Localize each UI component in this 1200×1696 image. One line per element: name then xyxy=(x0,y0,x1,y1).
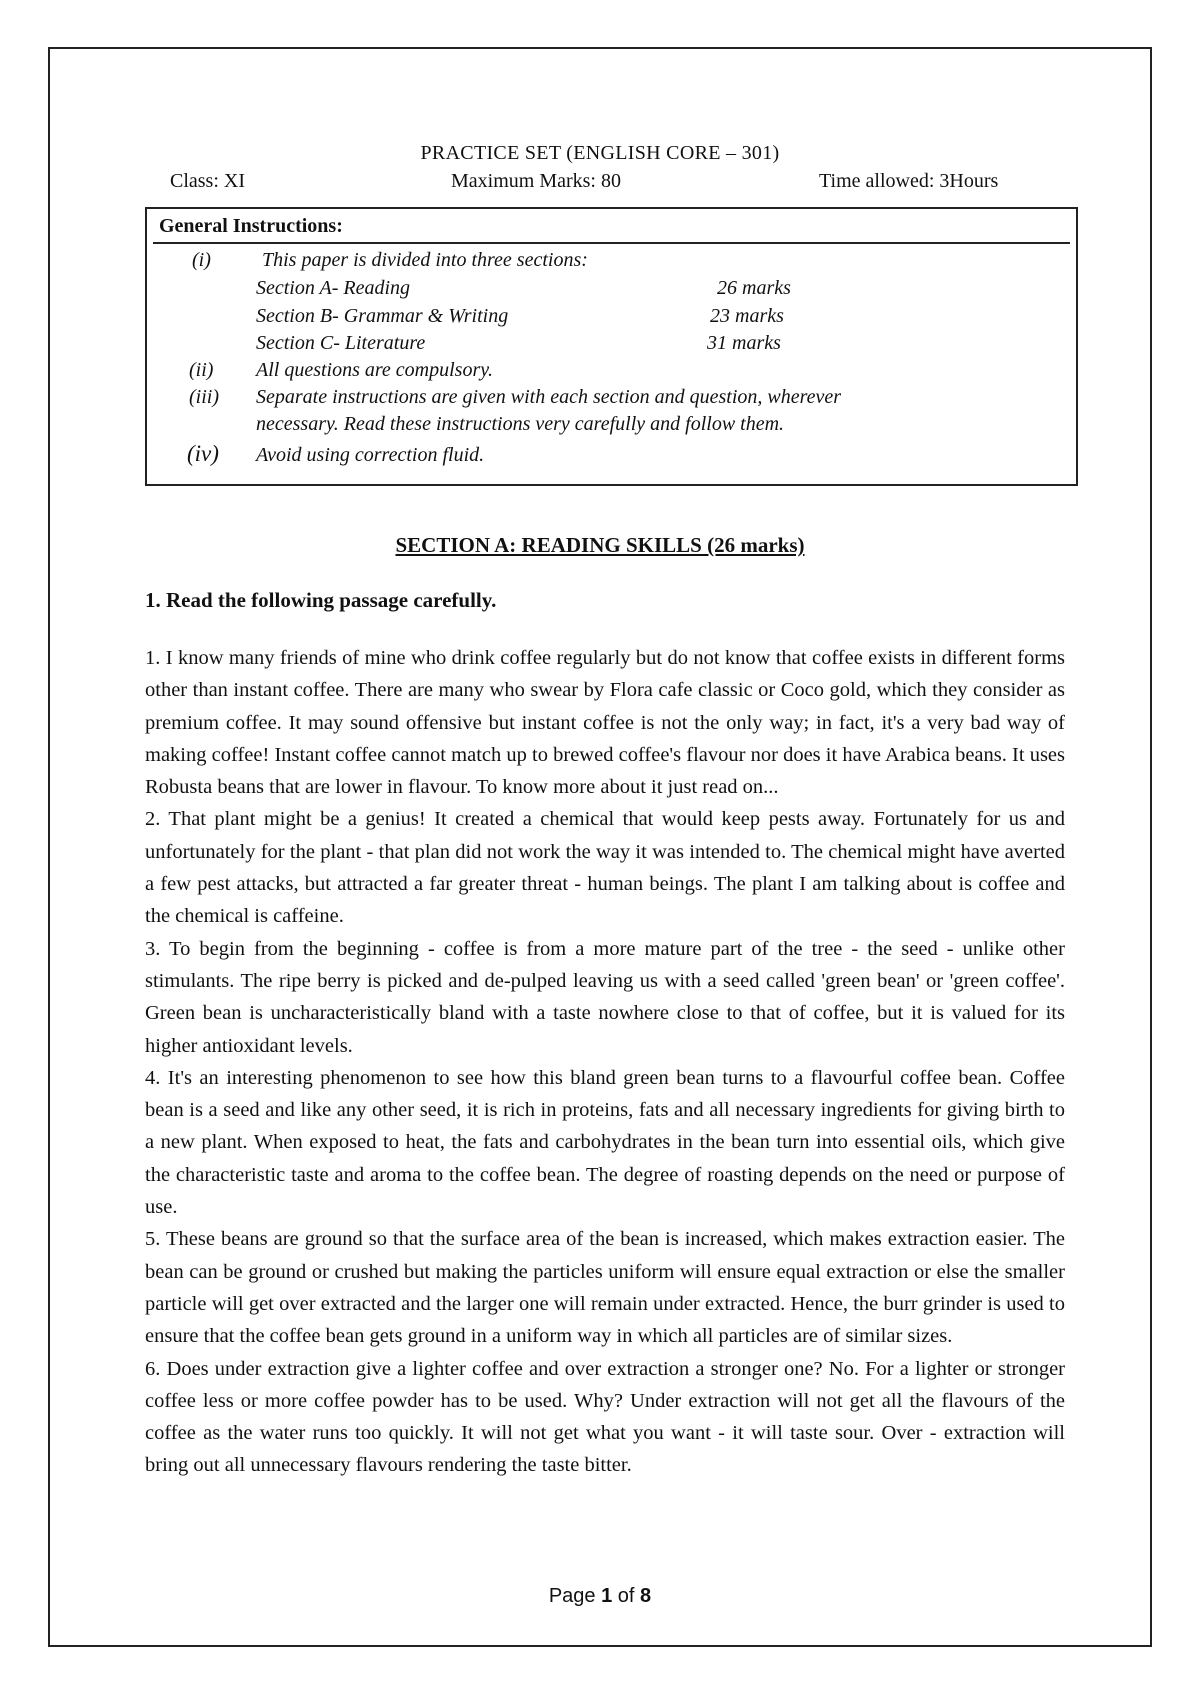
instruction-number: (ii) xyxy=(189,359,214,381)
instruction-text: necessary. Read these instructions very carefully and follow them. xyxy=(256,413,785,435)
page-of: of xyxy=(617,1585,635,1607)
passage-paragraph: 1. I know many friends of mine who drink coffee regularly but do not know that coffee exists in different forms other than instant coffee. There are many who swear by Flora cafe classic or Coco gold, which they consider as premium coffee. It may sound offensive but instant coffee is not the only way; in fact, it's a very bad way of making coffee! Instant coffee cannot match up to brewed coffee's flavour nor does it have Arabica beans. It uses Robusta beans that are lower in flavour. To know more about it just read on... xyxy=(145,647,1065,799)
passage-paragraph: 6. Does under extraction give a lighter coffee and over extraction a stronger one? No. For a lighter or stronger coffee less or more coffee powder has to be used. Why? Under extraction will not get all the flavours of the coffee as the water runs too quickly. It will not get what you want - it will taste sour. Over - extraction will bring out all unnecessary flavours rendering the taste bitter. xyxy=(145,1357,1065,1477)
instruction-number: (iii) xyxy=(189,386,219,408)
section-a-marks: 26 marks xyxy=(717,277,791,299)
section-c-name: Section C- Literature xyxy=(256,332,426,354)
section-c-marks: 31 marks xyxy=(707,332,781,354)
instruction-text: This paper is divided into three sections: xyxy=(262,249,588,271)
reading-passage xyxy=(145,642,1065,1482)
class-label: Class: XI xyxy=(170,170,245,192)
instruction-text: Separate instructions are given with each section and question, wherever xyxy=(256,386,842,408)
maximum-marks: Maximum Marks: 80 xyxy=(451,170,621,192)
page-total: 8 xyxy=(640,1585,652,1607)
section-b-marks: 23 marks xyxy=(710,305,784,327)
section-a-name: Section A- Reading xyxy=(256,277,411,299)
page-footer xyxy=(0,1585,1200,1608)
instruction-text: Avoid using correction fluid. xyxy=(256,444,485,466)
time-allowed: Time allowed: 3Hours xyxy=(819,170,999,192)
general-instructions-box xyxy=(145,207,1078,486)
passage-paragraph: 2. That plant might be a genius! It created a chemical that would keep pests away. Fortunately for us and unfortunately for the plant - that plan did not work the way it was intended to. The chemical might have averted a few pest attacks, but attracted a far greater threat - human beings. The plant I am talking about is coffee and the chemical is caffeine. xyxy=(145,808,1065,928)
question-heading: 1. Read the following passage carefully. xyxy=(145,588,497,612)
instructions-divider xyxy=(153,242,1070,244)
page-current: 1 xyxy=(601,1585,613,1607)
passage-paragraph: 3. To begin from the beginning - coffee is from a more mature part of the tree - the seed - unlike other stimulants. The ripe berry is picked and de-pulped leaving us with a seed called 'green bean' or 'green coffee'. Green bean is uncharacteristically bland with a taste nowhere close to that of coffee, but it is valued for its higher antioxidant levels. xyxy=(145,937,1065,1057)
instruction-text: All questions are compulsory. xyxy=(256,359,494,381)
page-label: Page xyxy=(548,1585,596,1607)
section-b-name: Section B- Grammar & Writing xyxy=(256,305,509,327)
paper-title: PRACTICE SET (ENGLISH CORE – 301) xyxy=(420,142,780,164)
instruction-number: (i) xyxy=(192,249,211,271)
passage-paragraph: 5. These beans are ground so that the surface area of the bean is increased, which makes extraction easier. The bean can be ground or crushed but making the particles uniform will ensure equal extraction or else the smaller particle will get over extracted and the larger one will remain under extracted. Hence, the burr grinder is used to ensure that the coffee bean gets ground in a uniform way in which all particles are of similar sizes. xyxy=(145,1228,1065,1348)
passage-paragraph: 4. It's an interesting phenomenon to see how this bland green bean turns to a flavourful coffee bean. Coffee bean is a seed and like any other seed, it is rich in proteins, fats and all necessary ingredients for giving birth to a new plant. When exposed to heat, the fats and carbohydrates in the bean turn into essential oils, which give the characteristic taste and aroma to the coffee bean. The degree of roasting depends on the need or purpose of use. xyxy=(145,1066,1065,1219)
instruction-number: (iv) xyxy=(187,441,219,466)
instructions-heading: General Instructions: xyxy=(159,215,343,237)
section-a-heading: SECTION A: READING SKILLS (26 marks) xyxy=(395,533,805,557)
